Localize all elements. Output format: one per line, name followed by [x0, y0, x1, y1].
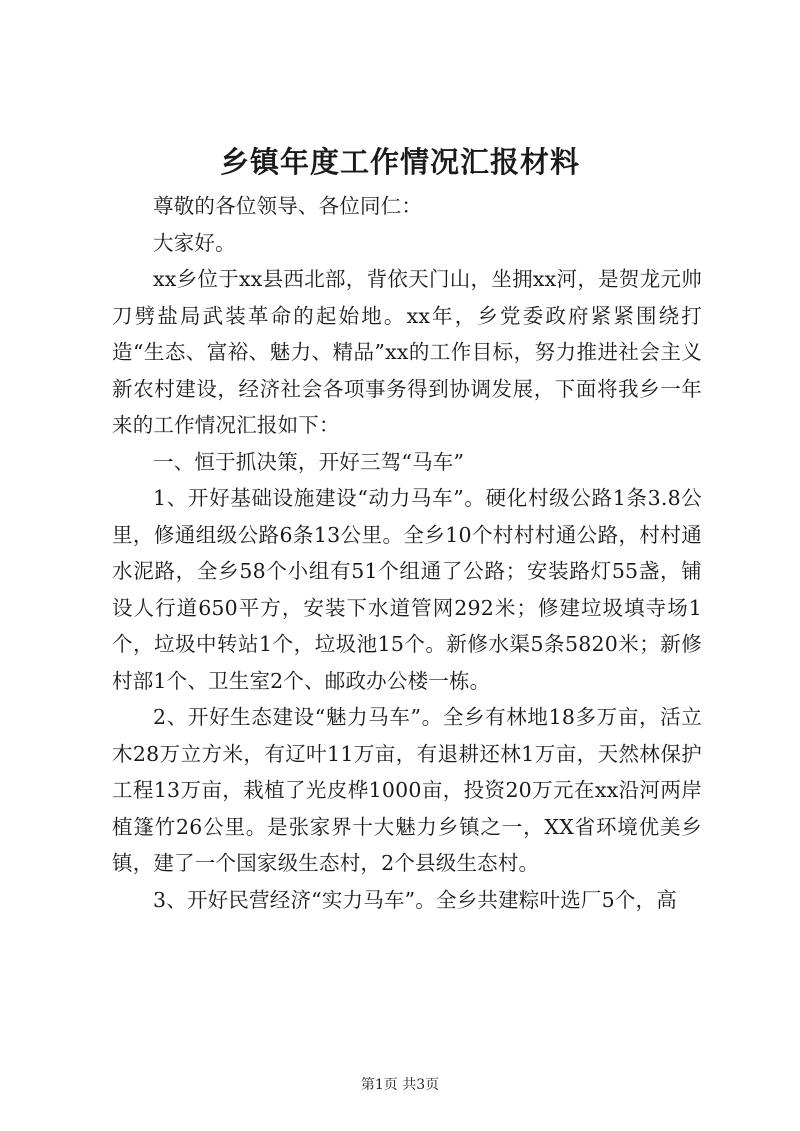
salutation-paragraph: 大家好。	[153, 230, 236, 255]
document-title: 乡镇年度工作情况汇报材料	[219, 145, 580, 179]
private-economy-paragraph: 3、开好民营经济“实力马车”。全乡共建粽叶选厂5个，高	[153, 887, 677, 912]
ecology-paragraph: 2、开好生态建设“魅力马车”。全乡有林地18多万亩，活立木28万立方米，有辽叶11万亩，有退耕还林1万亩，天然林保护工程13万亩，栽植了光皮桦1000亩，投资20万元在xx沿河两岸植篷竹26公里。是张家界十大魅力乡镇之一，XX省环境优美乡镇，建了一个国家级生态村，2个县级生态村。	[112, 705, 702, 875]
document-body	[112, 188, 702, 918]
infrastructure-paragraph: 1、开好基础设施建设“动力马车”。硬化村级公路1条3.8公里，修通组级公路6条13公里。全乡10个村村村通公路，村村通水泥路，全乡58个小组有51个组通了公路；安装路灯55盏，铺设人行道650平方，安装下水道管网292米；修建垃圾填寺场1个，垃圾中转站1个，垃圾池15个。新修水渠5条5820米；新修村部1个、卫生室2个、邮政办公楼一栋。	[112, 486, 702, 693]
intro-paragraph: xx乡位于xx县西北部，背依天门山，坐拥xx河，是贺龙元帅刀劈盐局武装革命的起始地。xx年，乡党委政府紧紧围绕打造“生态、富裕、魅力、精品”xx的工作目标，努力推进社会主义新农村建设，经济社会各项事务得到协调发展，下面将我乡一年来的工作情况汇报如下：	[112, 267, 702, 437]
greeting-paragraph: 尊敬的各位领导、各位同仁：	[153, 194, 423, 218]
section-heading: 一、恒于抓决策，开好三驾“马车”	[153, 449, 465, 474]
page-number-footer: 第1页 共3页	[360, 1077, 440, 1093]
